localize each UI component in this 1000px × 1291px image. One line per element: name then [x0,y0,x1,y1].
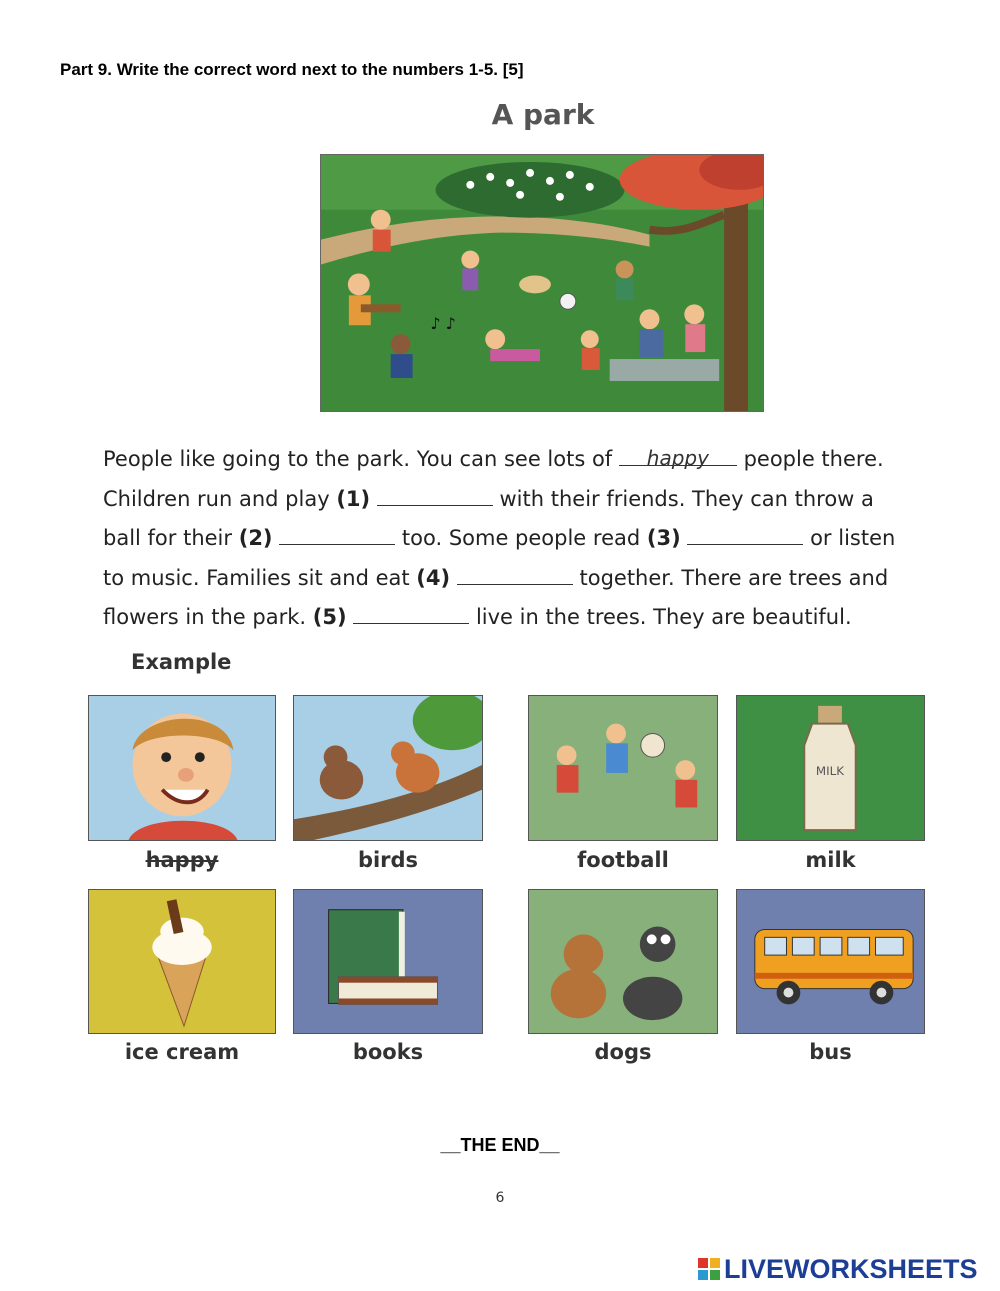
passage-text: people there. [743,447,884,471]
passage-line-2 [103,480,923,520]
passage-text: flowers in the park. [103,605,307,629]
the-end-text: __THE END__ [440,1135,560,1155]
dogs-picture [528,889,718,1034]
passage-text: with their friends. They can throw a [499,486,874,511]
word-happy: happy [145,848,219,872]
passage-text: live in the trees. They are beautiful. [475,605,852,629]
svg-text:♪ ♪: ♪ ♪ [430,314,456,334]
passage-text: ball for their [103,526,233,550]
passage-line-5 [103,598,923,638]
football-picture [528,695,718,841]
blank-number-4: (4) [416,565,451,590]
milk-bottle-label: MILK [815,763,845,778]
passage-line-4 [103,559,923,599]
passage-text: together. There are trees and [579,565,889,590]
instruction-heading: Part 9. Write the correct word next to the numbers 1-5. [5] [60,60,524,79]
liveworksheets-brand[interactable]: LIVEWORKSHEETS [724,1254,978,1284]
answer-blank-3[interactable] [687,522,803,545]
liveworksheets-logo-icon [698,1258,720,1280]
happy-boy-picture [88,695,276,841]
example-answer: happy [646,446,709,470]
word-books: books [352,1040,424,1064]
word-milk: milk [805,848,856,872]
worksheet-title: A park [491,98,595,131]
answer-blank-1[interactable] [377,483,493,506]
passage-text: too. Some people read [401,526,641,550]
milk-picture [736,695,925,841]
blank-number-1: (1) [336,486,371,511]
birds-picture [293,695,483,841]
passage-line-1 [103,440,923,480]
page-number: 6 [495,1190,505,1206]
example-answer-blank [619,443,737,470]
passage-line-3 [103,519,923,559]
word-ice-cream: ice cream [124,1040,240,1064]
passage-text: to music. Families sit and eat [103,565,410,590]
word-bus: bus [809,1040,852,1064]
blank-number-2: (2) [238,526,273,550]
passage-text: People like going to the park. You can see lots of [103,447,613,471]
word-birds: birds [357,848,419,872]
park-scene-illustration [320,154,764,412]
word-dogs: dogs [594,1040,652,1064]
blank-number-5: (5) [312,605,347,629]
passage-text: Children run and play [103,486,330,511]
books-picture [293,889,483,1034]
word-football: football [577,848,669,872]
cloze-passage [103,440,923,638]
answer-blank-5[interactable] [353,601,469,624]
answer-blank-4[interactable] [457,562,573,585]
passage-text: or listen [810,526,896,550]
ice-cream-picture [88,889,276,1034]
answer-blank-2[interactable] [279,522,395,545]
example-label: Example [131,650,232,674]
bus-picture [736,889,925,1034]
blank-number-3: (3) [646,526,681,550]
